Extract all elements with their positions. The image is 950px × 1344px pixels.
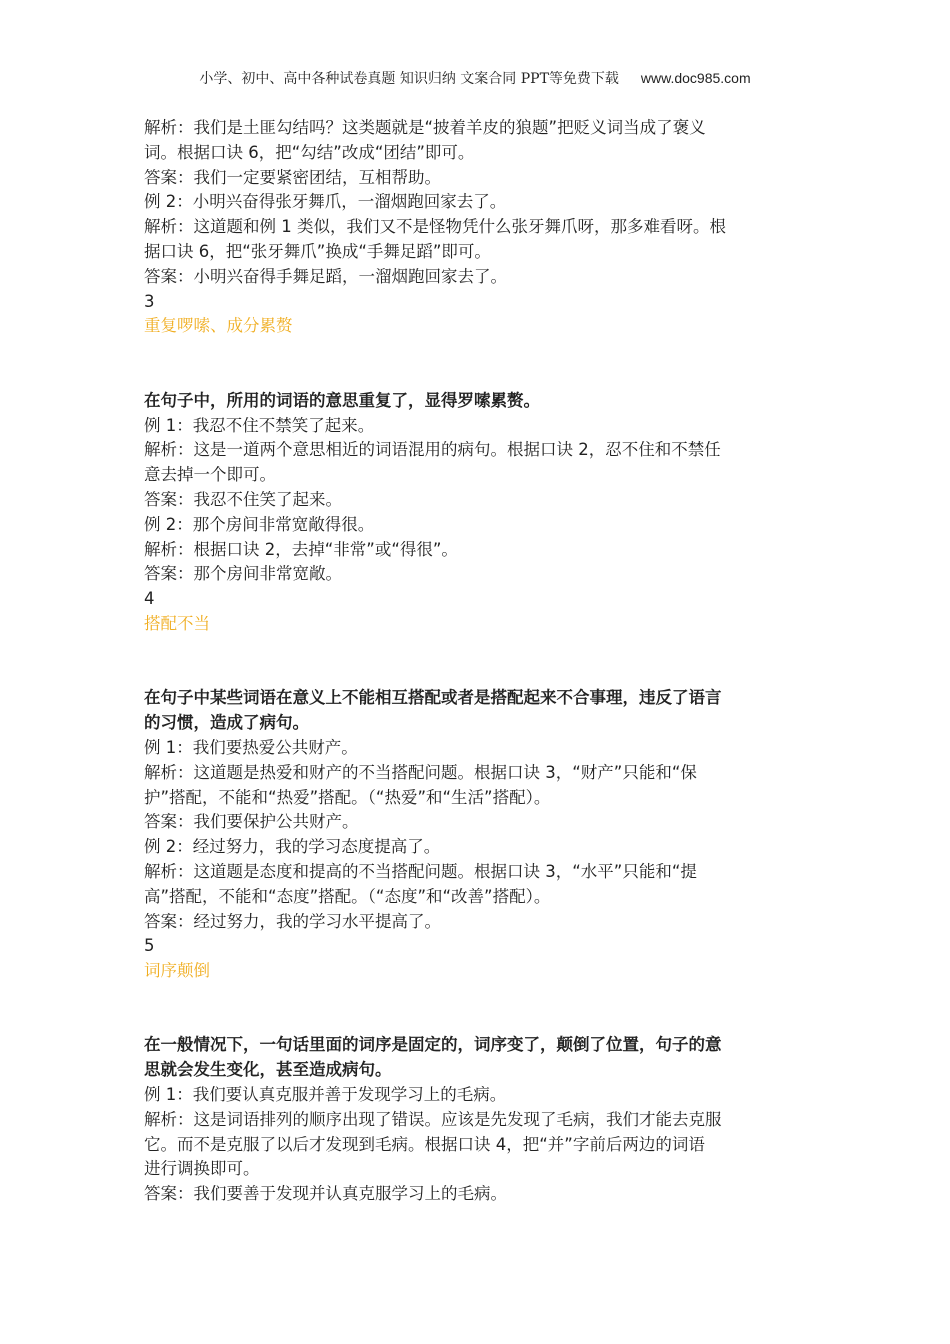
text-line: 它。而不是克服了以后才发现到毛病。根据口诀 4，把“并”字前后两边的词语 [144,1134,705,1154]
text-line: 解析：这道题和例 1 类似，我们又不是怪物凭什么张牙舞爪呀，那多难看呀。根 [144,217,726,237]
text-line: 解析：根据口诀 2，去掉“非常”或“得很”。 [144,539,458,559]
text-line: 答案：我们要善于发现并认真克服学习上的毛病。 [144,1184,507,1204]
section-lead: 思就会发生变化，甚至造成病句。 [144,1060,392,1080]
header-text: 小学、初中、高中各种试卷真题 知识归纳 文案合同 PPT等免费下载 [199,71,619,87]
section-lead: 的习惯，造成了病句。 [144,713,309,733]
text-line: 答案：经过努力，我的学习水平提高了。 [144,911,441,931]
text-line: 意去掉一个即可。 [144,465,276,485]
text-line: 例 1：我们要热爱公共财产。 [144,737,358,757]
text-line: 例 1：我忍不住不禁笑了起来。 [144,415,375,435]
text-line: 解析：我们是土匪勾结吗？这类题就是“披着羊皮的狼题”把贬义词当成了褒义 [144,118,706,137]
section-title: 搭配不当 [144,613,210,633]
text-line: 解析：这道题是态度和提高的不当搭配问题。根据口诀 3，“水平”只能和“提 [144,861,697,881]
text-line: 答案：我忍不住笑了起来。 [144,489,342,509]
text-line: 高”搭配，不能和“态度”搭配。（“态度”和“改善”搭配）。 [144,886,551,906]
section-lead: 在句子中，所用的词语的意思重复了，显得罗嗦累赘。 [144,390,540,410]
text-line: 答案：我们一定要紧密团结，互相帮助。 [144,167,441,187]
text-line: 例 2：小明兴奋得张牙舞爪，一溜烟跑回家去了。 [144,192,507,212]
section-number: 3 [144,291,155,311]
section-3 [144,290,806,588]
page-header [0,68,950,88]
text-line: 护”搭配，不能和“热爱”搭配。（“热爱”和“生活”搭配）。 [144,787,551,807]
text-line: 例 1：我们要认真克服并善于发现学习上的毛病。 [144,1085,507,1105]
text-line: 例 2：那个房间非常宽敞得很。 [144,514,375,534]
intro-block [144,116,806,290]
section-5 [144,934,806,1207]
section-number: 5 [144,936,155,956]
section-lead: 在句子中某些词语在意义上不能相互搭配或者是搭配起来不合事理，违反了语言 [144,688,722,708]
text-line: 答案：那个房间非常宽敞。 [144,564,342,584]
text-line: 进行调换即可。 [144,1159,260,1179]
section-4 [144,587,806,934]
section-lead: 在一般情况下，一句话里面的词序是固定的，词序变了，颠倒了位置，句子的意 [144,1035,722,1055]
text-line: 解析：这道题是热爱和财产的不当搭配问题。根据口诀 3，“财产”只能和“保 [144,762,697,782]
text-line: 词。根据口诀 6，把“勾结”改成“团结”即可。 [144,142,475,162]
section-number: 4 [144,589,155,609]
section-title: 重复啰嗦、成分累赘 [144,316,293,336]
text-line: 解析：这是词语排列的顺序出现了错误。应该是先发现了毛病，我们才能去克服 [144,1109,722,1129]
text-line: 答案：我们要保护公共财产。 [144,812,359,832]
text-line: 解析：这是一道两个意思相近的词语混用的病句。根据口诀 2，忍不住和不禁任 [144,440,721,460]
text-line: 答案：小明兴奋得手舞足蹈，一溜烟跑回家去了。 [144,266,507,286]
text-line: 例 2：经过努力，我的学习态度提高了。 [144,837,441,857]
section-title: 词序颠倒 [144,961,210,981]
header-site[interactable]: www.doc985.com [640,70,751,86]
document-body [144,116,806,1207]
text-line: 据口诀 6，把“张牙舞爪”换成“手舞足蹈”即可。 [144,241,491,261]
